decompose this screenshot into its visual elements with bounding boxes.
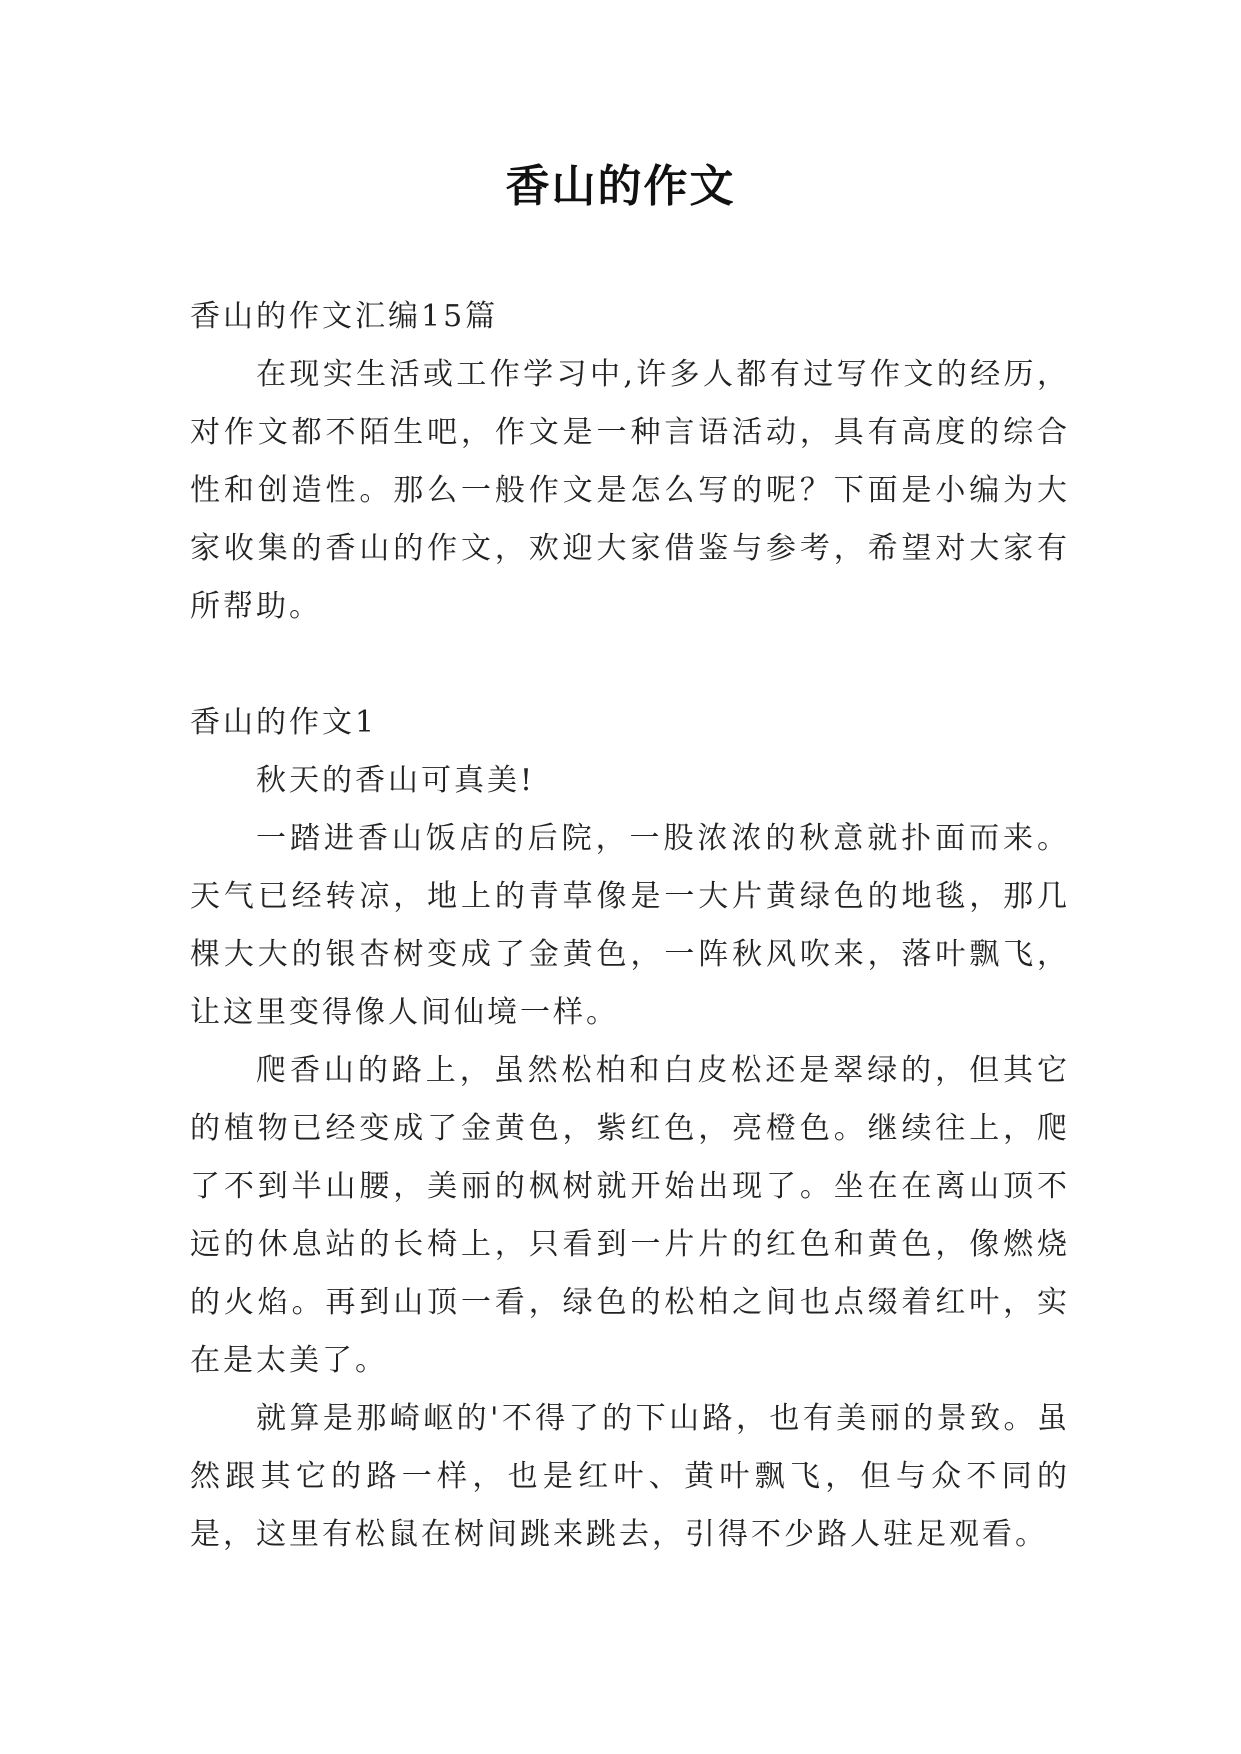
document-title: 香山的作文 [505,161,736,212]
collection-heading: 香山的作文汇编15篇 [190,299,499,334]
essay-paragraph: 爬香山的路上，虽然松柏和白皮松还是翠绿的，但其它的植物已经变成了金黄色，紫红色，亮橙色。继续往上，爬了不到半山腰，美丽的枫树就开始出现了。坐在在离山顶不远的休息站的长椅上，只看到一片片的红色和黄色，像燃烧的火焰。再到山顶一看，绿色的松柏之间也点缀着红叶，实在是太美了。 [190,1053,1070,1378]
section-spacer [190,636,1070,694]
essay-paragraph: 就算是那崎岖的'不得了的下山路，也有美丽的景致。虽然跟其它的路一样，也是红叶、黄叶飘飞，但与众不同的是，这里有松鼠在树间跳来跳去，引得不少路人驻足观看。 [190,1401,1070,1552]
essay-paragraph: 秋天的香山可真美! [256,763,536,798]
essay-paragraph: 一踏进香山饭店的后院，一股浓浓的秋意就扑面而来。天气已经转凉，地上的青草像是一大片黄绿色的地毯，那几棵大大的银杏树变成了金黄色，一阵秋风吹来，落叶飘飞，让这里变得像人间仙境一样。 [190,821,1070,1030]
intro-paragraph: 在现实生活或工作学习中,许多人都有过写作文的经历，对作文都不陌生吧，作文是一种言语活动，具有高度的综合性和创造性。那么一般作文是怎么写的呢？下面是小编为大家收集的香山的作文，欢迎大家借鉴与参考，希望对大家有所帮助。 [190,357,1070,624]
document-body [190,288,1070,1564]
essay-heading: 香山的作文1 [190,705,378,740]
